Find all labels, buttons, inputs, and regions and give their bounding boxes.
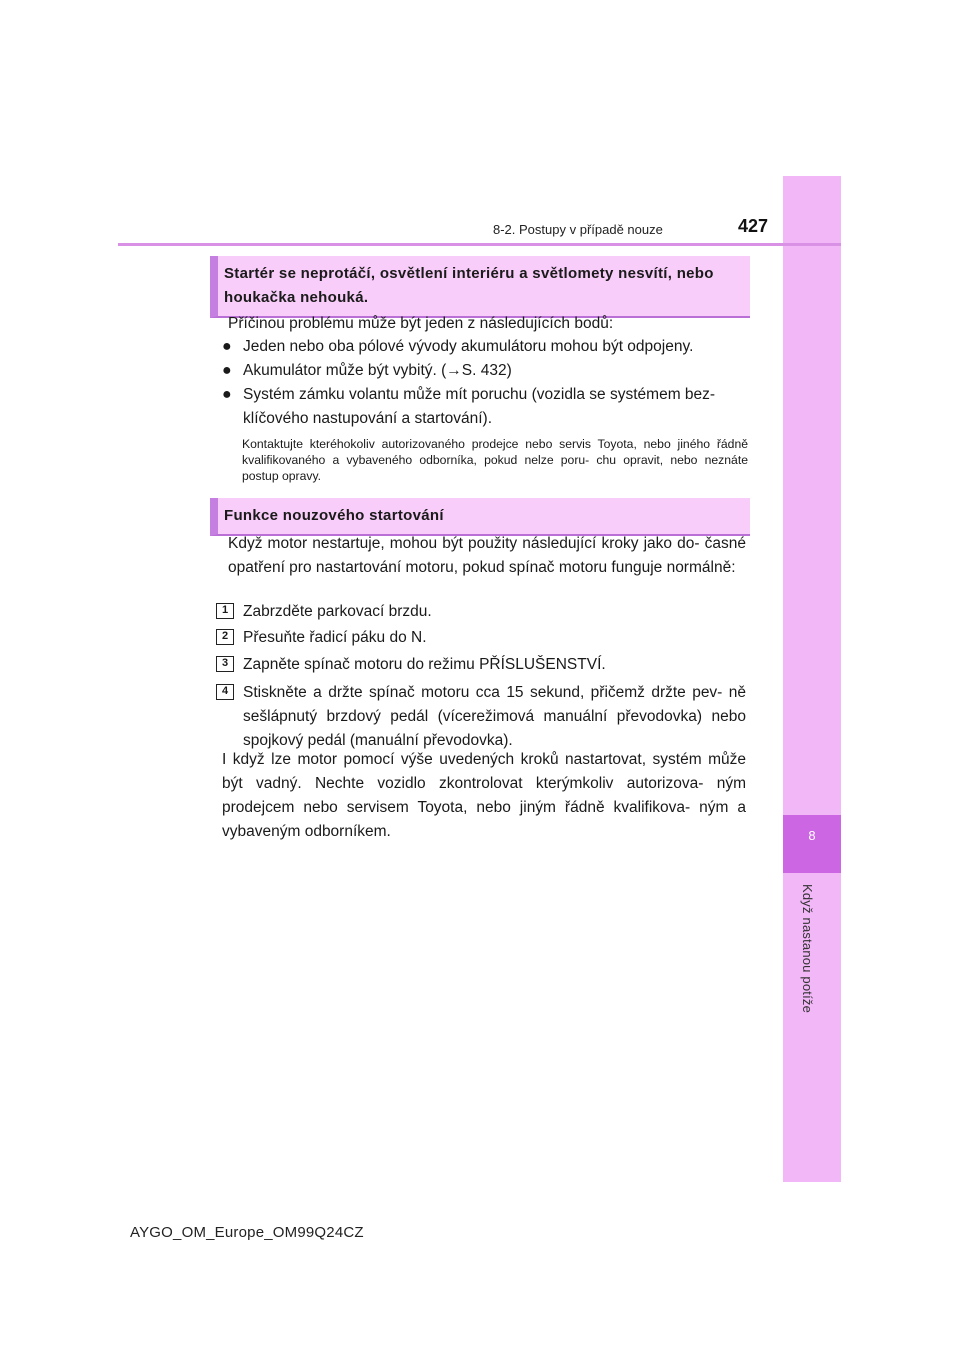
cause-item-battery: Akumulátor může být vybitý. (→S. 432)	[243, 362, 512, 379]
step-2-text: Přesuňte řadicí páku do N.	[243, 629, 427, 646]
chapter-number: 8	[808, 828, 816, 843]
emergency-start-outro: I když lze motor pomocí výše uvedených kroků nastartovat, systém může být vadný. Nechte vozidlo zkontrolovat kterýmkoliv autorizova- ným prodejcem nebo servisem Toyota, nebo jiným řádně kvalifikova- ným a vybaveným odborníkem.	[222, 751, 746, 840]
section-heading-line-1: Startér se neprotáčí, osvětlení interiéru a světlomety nesvítí, nebo	[224, 265, 714, 282]
page-number: 427	[738, 216, 769, 236]
section-heading-emergency-start	[210, 498, 750, 536]
step-number-badge: 1	[216, 603, 234, 619]
section-heading-text: Funkce nouzového startování	[224, 507, 444, 524]
step-number-badge: 4	[216, 684, 234, 700]
bullet-icon: ●	[222, 362, 232, 379]
service-note: Kontaktujte kteréhokoliv autorizovaného prodejce nebo servis Toyota, nebo jiného řádně kvalifikovaného a vybaveného odborníka, pokud nelze poru- chu opravit, nebo neznáte postup opravy.	[242, 437, 748, 483]
cause-item-steering-lock: Systém zámku volantu může mít poruchu (vozidla se systémem bez-	[243, 386, 716, 403]
cause-item-terminals: Jeden nebo oba pólové vývody akumulátoru mohou být odpojeny.	[243, 338, 694, 355]
header-rule	[118, 243, 841, 246]
step-4-text: Stiskněte a držte spínač motoru cca 15 sekund, přičemž držte pev- ně sešlápnutý brzdový pedál (vícerežimová manuální převodovka) nebo spojkový pedál (manuální převodovka).	[243, 684, 746, 749]
section-heading-line-2: houkačka nehouká.	[224, 289, 369, 306]
section-heading-starter	[210, 256, 750, 318]
bullet-icon: ●	[222, 386, 232, 403]
chapter-number-block	[783, 815, 841, 873]
footer-doc-code: AYGO_OM_Europe_OM99Q24CZ	[130, 1224, 364, 1241]
bullet-icon: ●	[222, 338, 232, 355]
chapter-side-tab	[783, 176, 841, 1182]
cause-intro: Příčinou problému může být jeden z následujících bodů:	[228, 315, 614, 332]
step-3-text: Zapněte spínač motoru do režimu PŘÍSLUŠENSTVÍ.	[243, 656, 606, 673]
step-number-badge: 2	[216, 629, 234, 645]
chapter-title: Když nastanou potíže	[800, 884, 815, 1014]
emergency-start-intro: Když motor nestartuje, mohou být použity následující kroky jako do- časné opatření pro nastartování motoru, pokud spínač motoru funguje normálně:	[228, 535, 746, 576]
step-number-badge: 3	[216, 656, 234, 672]
header-section-title: 8-2. Postupy v případě nouze	[493, 222, 663, 237]
cause-item-steering-lock-cont: klíčového nastupování a startování).	[243, 410, 493, 427]
step-1-text: Zabrzděte parkovací brzdu.	[243, 603, 432, 620]
